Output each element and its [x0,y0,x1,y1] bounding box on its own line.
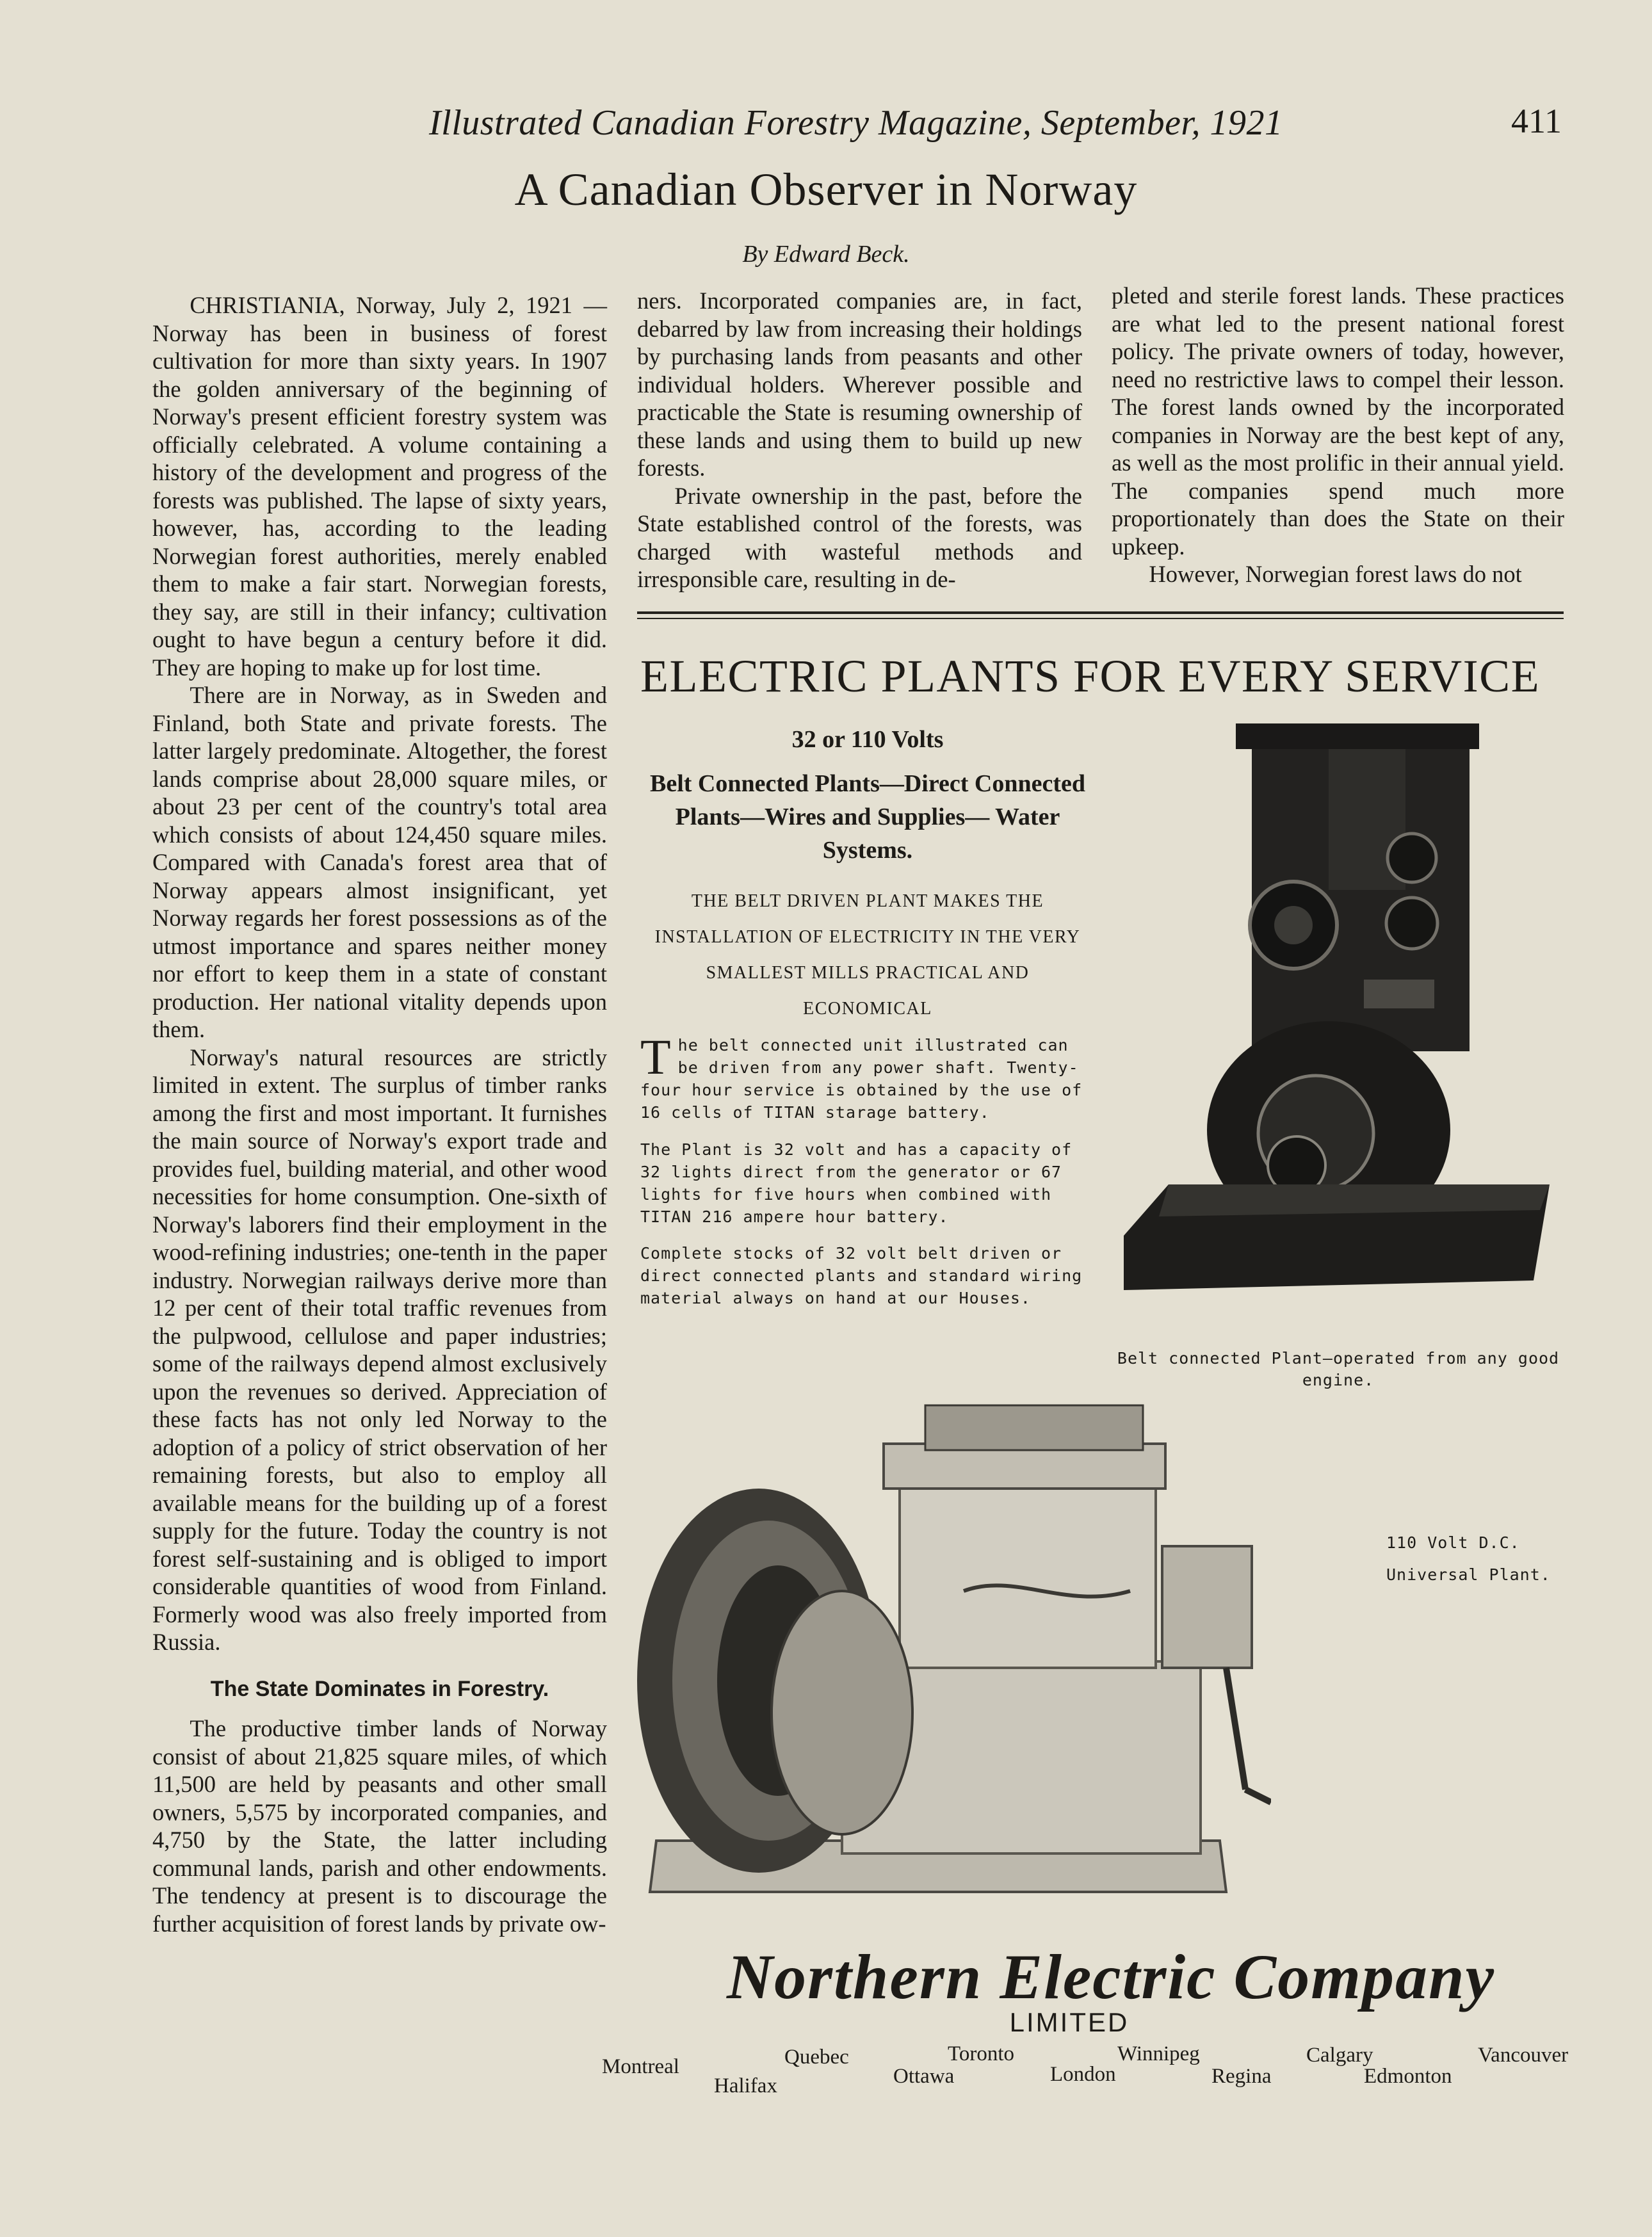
belt-plant-caption: Belt connected Plant—operated from any good engine. [1117,1349,1560,1389]
universal-plant-caption: 110 Volt D.C. Universal Plant. [1386,1533,1551,1584]
article-title: A Canadian Observer in Norway [514,164,1138,215]
article-column-3 [1112,282,1564,588]
paragraph: The productive timber lands of Norway consist of about 21,825 square miles, of which 11,500 are held by peasants and other small owners, 5,575 by incorporated companies, and 4,750 by the State, the latter including communal lands, parish and other endowments. The tendency at present is to discourage the further acquisition of forest lands by private ow- [152,1715,607,1937]
ad-body-text: The Plant is 32 volt and has a capacity of 32 lights direct from the generator or 67 lights for five hours when combined with TITAN 216 ampere hour battery. [640,1140,1073,1226]
running-head: Illustrated Canadian Forestry Magazine, September, 1921 [429,103,1283,143]
byline: By Edward Beck. [742,241,910,268]
city-halifax: Halifax [714,2074,777,2097]
ad-subhead: Belt Connected Plants—Direct Connected Plants—Wires and Supplies— Water Systems. [649,770,1086,864]
page-number: 411 [1511,102,1562,140]
city-ottawa: Ottawa [893,2065,955,2088]
universal-plant-illustration [631,1380,1271,1937]
ad-headline: ELECTRIC PLANTS FOR EVERY SERVICE [640,650,1541,702]
paragraph: Private ownership in the past, before the State established control of the forests, was charged with wasteful methods and irresponsible care, resulting in de- [637,482,1082,592]
company-logo: Northern Electric Company [726,1941,1496,2012]
ad-caps-text: THE BELT DRIVEN PLANT MAKES THE INSTALLATION OF ELECTRICITY IN THE VERY SMALLEST MILLS PRACTICAL AND ECONOMICAL [654,891,1081,1019]
ad-voltage: 32 or 110 Volts [791,726,944,753]
article-column-2 [637,287,1082,594]
ad-body-line: he belt connected unit illustrated can be driven from any power shaft. Twenty-four hour service is obtained by the use of 16 cells of TITAN starage battery. [640,1036,1083,1122]
city-edmonton: Edmonton [1364,2065,1452,2088]
city-quebec: Quebec [784,2046,849,2069]
ad-body-text: Complete stocks of 32 volt belt driven or direct connected plants and standard wiring material always on hand at our Houses. [640,1244,1083,1307]
paragraph: CHRISTIANIA, Norway, July 2, 1921 —Norway has been in business of forest cultivation for more than sixty years. In 1907 the golden anniversary of the beginning of Norway's present efficient forestry system was officially celebrated. A volume containing a history of the development and progress of the forests was published. The lapse of sixty years, however, has, according to the leading Norwegian forest authorities, merely enabled them to make a fair start. Norwegian forests, they say, are still in their infancy; cultivation ought to have begun a century before it did. They are hoping to make up for lost time. [152,292,607,681]
company-limited: LIMITED [1009,2007,1130,2037]
city-winnipeg: Winnipeg [1117,2042,1200,2065]
paragraph: Norway's natural resources are strictly limited in extent. The surplus of timber ranks among the first and most important. It furnishes the main source of Norway's export trade and provides fuel, building material, and other wood necessities for home consumption. One-sixth of Norway's laborers find their employment in the wood-refining industries; one-tenth in the paper industry. Norwegian railways derive more than 12 per cent of their total traffic revenues from the pulpwood, cellulose and paper industries; some of the railways depend almost exclusively upon the revenues so derived. Appreciation of these facts has not only led Norway to the adoption of a policy of strict observation of her remaining forests, but also to employ all available means for the building up of a forest supply for the future. Today the country is not forest self-sustaining and is obliged to import considerable quantities of wood from Finland. Formerly wood was also freely imported from Russia. [152,1044,607,1655]
article-column-1 [152,291,607,1937]
city-toronto: Toronto [948,2042,1015,2065]
divider-rule [637,618,1564,619]
paragraph: There are in Norway, as in Sweden and Finland, both State and private forests. The latter largely predominate. Altogether, the forest lands comprise about 28,000 square miles, or about 23 per cent of the country's total area which consists of about 124,450 square miles. Compared with Canada's forest area that of Norway appears almost insignificant, yet Norway regards her forest possessions as of the utmost importance and spares neither money nor effort to keep them in a state of constant production. Her national vitality depends upon them. [152,682,607,1042]
divider-rule [637,611,1564,614]
section-subhead: The State Dominates in Forestry. [210,1676,549,1701]
city-london: London [1050,2063,1116,2086]
paragraph: pleted and sterile forest lands. These practices are what led to the present national forest policy. The private owners of today, however, need no restrictive laws to compel their lesson. The forest lands owned by the incorporated companies in Norway are the best kept of any, as well as the most prolific in their annual yield. The companies spend much more proportionately than does the State on their upkeep. [1112,282,1564,560]
paragraph: ners. Incorporated companies are, in fact, debarred by law from increasing their holdings by purchasing lands from peasants and other individual holders. Wherever possible and practicable the State is resuming ownership of these lands and using them to build up new forests. [637,287,1082,481]
paragraph: However, Norwegian forest laws do not [1149,561,1522,587]
city-calgary: Calgary [1306,2044,1373,2067]
drop-cap: T [640,1029,672,1085]
city-vancouver: Vancouver [1478,2044,1569,2067]
belt-plant-illustration [1124,723,1550,1290]
city-montreal: Montreal [602,2055,679,2078]
city-regina: Regina [1211,2065,1272,2088]
ad-body-text [640,1029,1089,1124]
